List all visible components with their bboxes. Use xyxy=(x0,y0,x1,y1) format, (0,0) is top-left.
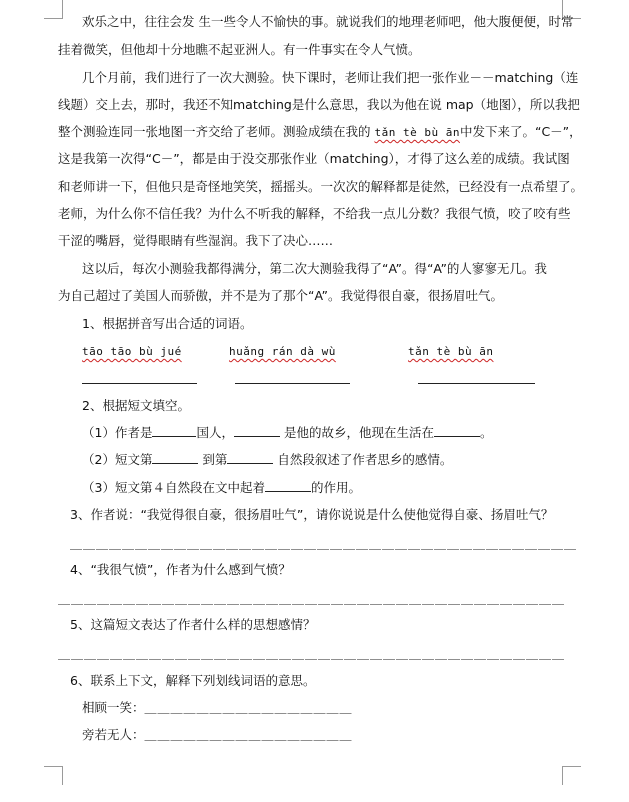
passage-text: 整个测验连同一张地图一齐交给了老师。测验成绩在我的 xyxy=(58,124,375,139)
q2-item-1 xyxy=(82,425,602,441)
q6-item-2 xyxy=(82,727,602,743)
q6-answer-line-2[interactable]: ＿＿＿＿＿＿＿＿＿＿＿＿＿＿＿＿ xyxy=(144,728,353,742)
q6-term-label: 相顾一笑： xyxy=(82,700,145,715)
q3-answer-line[interactable]: ＿＿＿＿＿＿＿＿＿＿＿＿＿＿＿＿＿＿＿＿＿＿＿＿＿＿＿＿＿＿＿＿＿＿＿＿＿＿＿ xyxy=(70,537,578,551)
q2-item-3 xyxy=(82,480,602,496)
q2-text: 是他的故乡，他现在生活在 xyxy=(279,425,434,440)
question-2-title: 2、根据短文填空。 xyxy=(82,398,190,413)
question-3-title: 3、作者说：“我觉得很自豪，很扬眉吐气”，请你说说是什么使他觉得自豪、扬眉吐气？ xyxy=(70,507,554,522)
q1-answer-blank-1[interactable] xyxy=(82,383,197,384)
q1-answer-blank-2[interactable] xyxy=(235,383,350,384)
q1-answer-blank-3[interactable] xyxy=(418,383,535,384)
q2-text: （2）短文第 xyxy=(82,452,153,467)
passage-paragraph-1-line-2: 挂着微笑，但他却十分地瞧不起亚洲人。有一件事实在令人气愤。 xyxy=(58,42,421,57)
passage-paragraph-3-line-1: 这以后，每次小测验我都得满分，第二次大测验我得了“A”。得“A”的人寥寥无几。我 xyxy=(82,261,547,276)
q2-blank[interactable] xyxy=(152,452,198,464)
q2-text: （3）短文第４自然段在文中起着 xyxy=(82,480,265,495)
q6-answer-line-1[interactable]: ＿＿＿＿＿＿＿＿＿＿＿＿＿＿＿＿ xyxy=(144,701,353,715)
passage-paragraph-2-line-7: 干涩的嘴唇，觉得眼睛有些湿润。我下了决心…… xyxy=(58,233,334,248)
q2-text: 到第 xyxy=(198,452,228,467)
q2-blank[interactable] xyxy=(152,425,196,437)
question-1-title: 1、根据拼音写出合适的词语。 xyxy=(82,316,253,331)
passage-paragraph-2-line-1: 几个月前，我们进行了一次大测验。快下课时，老师让我们把一张作业－－matching（连 xyxy=(82,70,579,85)
q2-blank[interactable] xyxy=(234,425,280,437)
question-5-title: 5、这篇短文表达了作者什么样的思想感情？ xyxy=(70,617,316,632)
passage-paragraph-2-line-5: 和老师讲一下，但他只是奇怪地笑笑，摇摇头。一次次的解释都是徒然，已经没有一点希望了。 xyxy=(58,179,584,194)
q2-text: 自然段叙述了作者思乡的感情。 xyxy=(273,452,453,467)
question-4-title: 4、“我很气愤”，作者为什么感到气愤？ xyxy=(70,562,291,577)
page-corner-mark xyxy=(44,766,63,785)
passage-paragraph-3-line-2: 为自己超过了美国人而骄傲，并不是为了那个“A”。我觉得很自豪，很扬眉吐气。 xyxy=(58,288,503,303)
page-corner-mark xyxy=(562,766,581,785)
pinyin-underlined-word: tǎn tè bù ān xyxy=(374,126,460,139)
passage-paragraph-2-line-4: 这是我第一次得“C－”，都是由于没交那张作业（matching），才得了这么差的成绩。我试图 xyxy=(58,151,570,166)
passage-paragraph-2-line-2: 线题）交上去，那时，我还不知matching是什么意思，我以为他在说 map（地图），所以我把 xyxy=(58,97,580,112)
q2-blank[interactable] xyxy=(265,480,311,492)
q4-answer-line[interactable]: ＿＿＿＿＿＿＿＿＿＿＿＿＿＿＿＿＿＿＿＿＿＿＿＿＿＿＿＿＿＿＿＿＿＿＿＿＿＿＿ xyxy=(58,592,566,606)
passage-paragraph-2-line-6: 老师，为什么你不信任我？为什么不听我的解释，不给我一点儿分数？我很气愤，咬了咬有些 xyxy=(58,206,571,221)
q2-item-2 xyxy=(82,452,602,468)
q1-pinyin-1: tāo tāo bù jué xyxy=(82,345,182,358)
question-6-title: 6、联系上下文，解释下列划线词语的意思。 xyxy=(70,673,316,688)
q1-pinyin-3: tǎn tè bù ān xyxy=(408,345,494,358)
passage-paragraph-2-line-3 xyxy=(58,124,582,141)
q2-blank[interactable] xyxy=(434,425,480,437)
q2-blank[interactable] xyxy=(227,452,273,464)
q2-text: 。 xyxy=(479,425,493,440)
passage-paragraph-1-line-1: 欢乐之中，往往会发 生一些令人不愉快的事。就说我们的地理老师吧，他大腹便便，时常 xyxy=(82,14,574,29)
q5-answer-line[interactable]: ＿＿＿＿＿＿＿＿＿＿＿＿＿＿＿＿＿＿＿＿＿＿＿＿＿＿＿＿＿＿＿＿＿＿＿＿＿＿＿ xyxy=(58,647,566,661)
q2-text: 国人， xyxy=(196,425,234,440)
q1-pinyin-2: huǎng rán dà wù xyxy=(229,345,336,358)
q6-item-1 xyxy=(82,700,602,716)
q6-term-label: 旁若无人： xyxy=(82,727,145,742)
q2-text: （1）作者是 xyxy=(82,425,153,440)
q2-text: 的作用。 xyxy=(310,480,361,495)
passage-text: 中发下来了。“C－”， xyxy=(459,124,582,139)
